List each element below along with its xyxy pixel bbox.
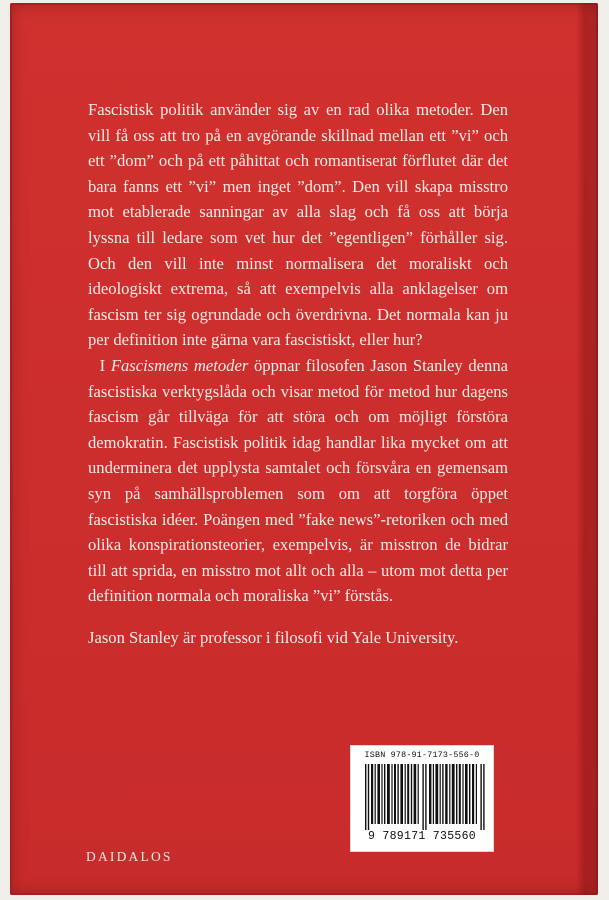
blurb-paragraph-1: Fascistisk politik använder sig av en rad olika metoder. Den vill få oss att tro på en avgörande skillnad mellan ett ”vi” och ett ”dom” och på ett påhittat och romantiserat förflutet där det bara fanns ett ”vi” men inget ”dom”. Den vill skapa misstro mot etablerade sanningar av alla slag och få oss att börja lyssna till ledare som vet hur det ”egentligen” förhåller sig. Och den vill inte minst normalisera det moraliskt och ideologiskt extrema, så att exempelvis alla anklagelser om fascism ter sig ogrundade och överdrivna. Det normala kan ju per definition inte gärna vara fascistiskt, eller hur?	[88, 100, 508, 350]
blurb-paragraph-2	[88, 353, 508, 609]
cover-edge-shadow	[576, 3, 598, 895]
isbn-text: ISBN 978-91-7173-556-0	[364, 750, 480, 760]
author-bio: Jason Stanley är professor i filosofi vid Yale University.	[88, 627, 459, 647]
publisher-logo: DAIDALOS	[86, 849, 173, 864]
barcode-icon	[365, 764, 485, 830]
blurb-text	[88, 97, 508, 650]
barcode-label	[350, 745, 494, 852]
book-title-reference: Fascismens metoder	[110, 355, 249, 375]
paragraph-2-body: öppnar filosofen Jason Stanley denna fascistiska verktygslåda och visar metod för metod hur dagens fascism går tillväga för att störa och om möjligt förstöra demokratin. Fascistisk politik idag handlar lika mycket om att underminera det upplysta samtalet och försvåra en gemensam syn på samhällsproblemen som om att torgföra öppet fascistiska idéer. Poängen med ”fake news”-retoriken och med olika konspirationsteorier, exempelvis, är misstron de bidrar till att sprida, en misstro mot allt och alla – utom mot detta per definition normala och moraliska ”vi” förstås.	[88, 355, 508, 606]
paragraph-2-prefix: I	[99, 355, 111, 375]
barcode-number: 9 789171 735560	[367, 830, 477, 843]
back-cover	[10, 3, 598, 895]
